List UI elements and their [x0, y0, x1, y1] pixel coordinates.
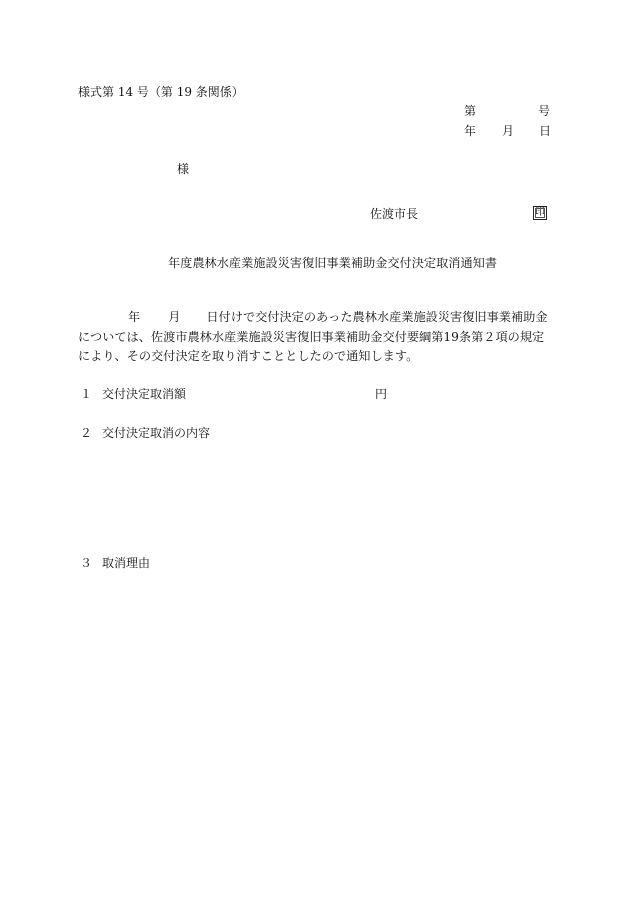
body-line-2: については、佐渡市農林水産業施設災害復旧事業補助金交付要綱第19条第２項の規定 [78, 329, 545, 344]
seal-mark: 印 [535, 207, 545, 218]
body-paragraph [78, 308, 550, 367]
item-1-yen-unit: 円 [375, 387, 388, 401]
item-2-number: ２ [80, 426, 93, 440]
document-number-prefix: 第 [464, 104, 477, 118]
body-month: 月 [168, 310, 181, 324]
body-line-1-text: 日付けで交付決定のあった農林水産業施設災害復旧事業補助金 [206, 310, 548, 324]
issue-date [464, 125, 551, 137]
document-title: 年度農林水産業施設災害復旧事業補助金交付決定取消通知書 [168, 256, 498, 270]
issue-date-year: 年 [464, 124, 477, 138]
document-number [464, 105, 550, 117]
document-number-suffix: 号 [538, 104, 551, 118]
sender-name: 佐渡市長 [370, 207, 419, 221]
item-3-number: ３ [80, 556, 93, 570]
item-1 [80, 388, 186, 400]
addressee-honorific: 様 [177, 162, 190, 176]
item-2 [80, 427, 210, 439]
item-3-label: 取消理由 [102, 556, 151, 570]
item-2-label: 交付決定取消の内容 [102, 426, 211, 440]
body-line-3: により、その交付決定を取り消すこととしたので通知します。 [78, 349, 419, 363]
body-year: 年 [128, 310, 141, 324]
item-3 [80, 557, 150, 569]
form-number: 様式第 14 号（第 19 条関係） [78, 85, 244, 99]
item-1-number: １ [80, 387, 93, 401]
issue-date-month: 月 [502, 124, 515, 138]
item-1-label: 交付決定取消額 [102, 387, 187, 401]
body-line-1 [78, 308, 550, 328]
issue-date-day: 日 [539, 124, 552, 138]
